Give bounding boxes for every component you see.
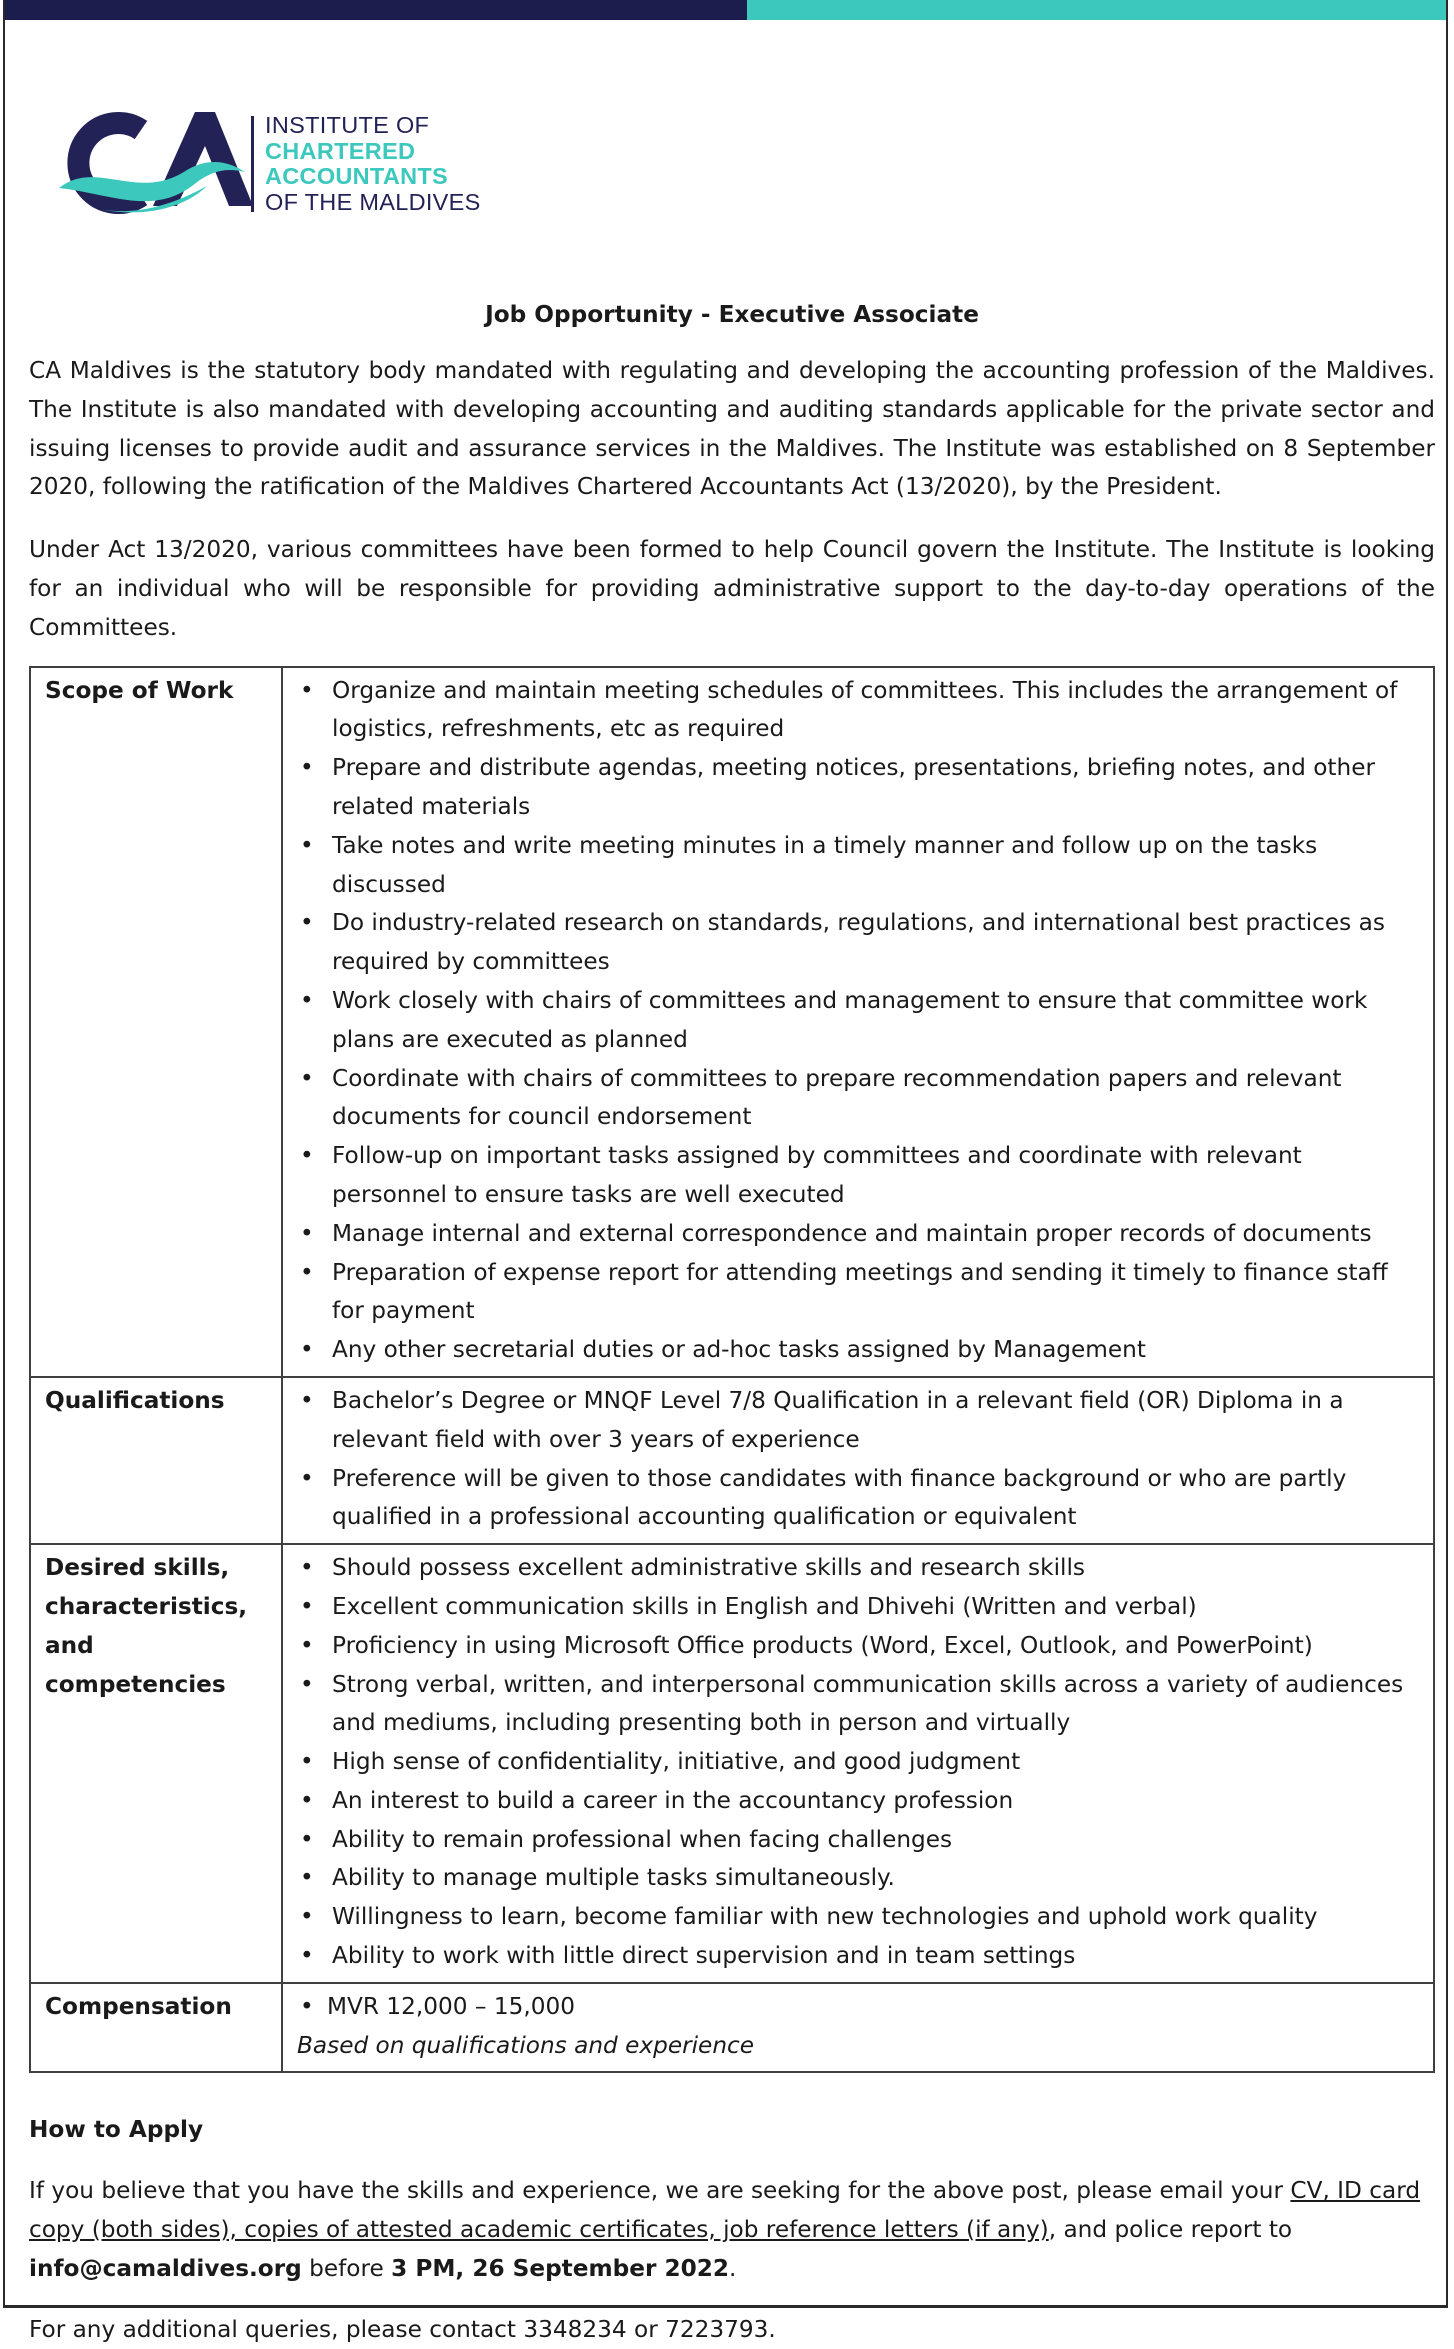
row-content xyxy=(282,1544,1434,1983)
list-item: • Follow-up on important tasks assigned by committees and coordinate with relevant personnel to ensure tasks are well executed xyxy=(332,1137,1413,1215)
apply-text-4: . xyxy=(729,2254,737,2282)
document-body xyxy=(29,296,1435,2349)
list-item: • Excellent communication skills in English and Dhivehi (Written and verbal) xyxy=(332,1588,1413,1627)
table-row-scope xyxy=(30,667,1434,1377)
list-item: • Prepare and distribute agendas, meeting notices, presentations, briefing notes, and other related materials xyxy=(332,749,1413,827)
salary-range: • MVR 12,000 – 15,000 xyxy=(327,1988,1413,2027)
list-item: • Any other secretarial duties or ad-hoc tasks assigned by Management xyxy=(332,1331,1413,1370)
compensation-note: Based on qualifications and experience xyxy=(297,2031,755,2059)
list-item: • Should possess excellent administrative skills and research skills xyxy=(332,1549,1413,1588)
apply-text-1: If you believe that you have the skills and experience, we are seeking for the above post, please email your xyxy=(29,2177,1291,2205)
logo-line-1: INSTITUTE OF xyxy=(265,112,430,138)
header-bar-teal xyxy=(747,0,1446,20)
row-content xyxy=(282,1377,1434,1544)
logo-line-3: ACCOUNTANTS xyxy=(265,163,449,189)
page-title: Job Opportunity - Executive Associate xyxy=(485,301,979,328)
compensation-list xyxy=(297,1988,1413,2027)
list-item: • Strong verbal, written, and interpersonal communication skills across a variety of audiences and mediums, including presenting both in person and virtually xyxy=(332,1666,1413,1744)
how-to-apply-heading: How to Apply xyxy=(29,2116,204,2144)
row-heading: Desired skills, characteristics, and competencies xyxy=(30,1544,282,1983)
contact-line: For any additional queries, please contact 3348234 or 7223793. xyxy=(29,2315,776,2343)
application-email[interactable]: info@camaldives.org xyxy=(29,2254,302,2282)
list-item: • Manage internal and external correspondence and maintain proper records of documents xyxy=(332,1215,1413,1254)
job-details-table xyxy=(29,666,1435,2074)
row-heading: Compensation xyxy=(30,1983,282,2073)
list-item: • Take notes and write meeting minutes in a timely manner and follow up on the tasks discussed xyxy=(332,827,1413,905)
logo-divider xyxy=(251,116,254,212)
logo-wordmark xyxy=(265,113,481,215)
committees-paragraph: Under Act 13/2020, various committees have been formed to help Council govern the Institute. The Institute is looking for an individual who will be responsible for providing administrative support to the day-to-day operations of the Committees. xyxy=(29,536,1435,641)
apply-text-2: , and police report to xyxy=(1048,2216,1293,2244)
row-heading: Qualifications xyxy=(30,1377,282,1544)
list-item: • Coordinate with chairs of committees to prepare recommendation papers and relevant documents for council endorsement xyxy=(332,1060,1413,1138)
list-item: • Preference will be given to those candidates with finance background or who are partly qualified in a professional accounting qualification or equivalent xyxy=(332,1460,1413,1538)
list-item: • Do industry-related research on standards, regulations, and international best practices as required by committees xyxy=(332,904,1413,982)
list-item: • Bachelor’s Degree or MNQF Level 7/8 Qualification in a relevant field (OR) Diploma in a relevant field with over 3 years of experience xyxy=(332,1382,1413,1460)
institute-logo xyxy=(57,108,497,218)
apply-text-3: before xyxy=(301,2254,392,2282)
header-color-bar xyxy=(5,0,1446,20)
list-item: • Preparation of expense report for attending meetings and sending it timely to finance staff for payment xyxy=(332,1254,1413,1332)
application-instructions xyxy=(29,2172,1435,2288)
row-heading: Scope of Work xyxy=(30,667,282,1377)
table-row-qualifications xyxy=(30,1377,1434,1544)
application-deadline: 3 PM, 26 September 2022 xyxy=(391,2254,730,2282)
list-item: • High sense of confidentiality, initiative, and good judgment xyxy=(332,1743,1413,1782)
logo-line-2: CHARTERED xyxy=(265,137,416,164)
logo-line-4: OF THE MALDIVES xyxy=(265,188,481,215)
row-content xyxy=(282,667,1434,1377)
list-item: • An interest to build a career in the accountancy profession xyxy=(332,1782,1413,1821)
list-item: • Ability to work with little direct supervision and in team settings xyxy=(332,1937,1413,1976)
ca-monogram-icon xyxy=(57,108,257,218)
list-item: • Ability to remain professional when facing challenges xyxy=(332,1821,1413,1860)
row-content xyxy=(282,1983,1434,2073)
list-item: • Proficiency in using Microsoft Office products (Word, Excel, Outlook, and PowerPoint) xyxy=(332,1627,1413,1666)
table-row-compensation xyxy=(30,1983,1434,2073)
required-documents: CV, ID card copy (both sides), copies of attested academic certificates, job reference letters (if any) xyxy=(29,2177,1421,2244)
list-item: • Ability to manage multiple tasks simultaneously. xyxy=(332,1859,1413,1898)
scope-list xyxy=(297,672,1413,1370)
intro-paragraph: CA Maldives is the statutory body mandated with regulating and developing the accounting profession of the Maldives. The Institute is also mandated with developing accounting and auditing standards applicable for the private sector and issuing licenses to provide audit and assurance services in the Maldives. The Institute was established on 8 September 2020, following the ratification of the Maldives Chartered Accountants Act (13/2020), by the President. xyxy=(29,357,1435,501)
header-bar-navy xyxy=(5,0,747,20)
skills-list xyxy=(297,1549,1413,1976)
list-item: • Work closely with chairs of committees and management to ensure that committee work plans are executed as planned xyxy=(332,982,1413,1060)
list-item: • Willingness to learn, become familiar with new technologies and uphold work quality xyxy=(332,1898,1413,1937)
qualifications-list xyxy=(297,1382,1413,1537)
table-row-skills xyxy=(30,1544,1434,1983)
document-page xyxy=(3,0,1448,2343)
list-item: • Organize and maintain meeting schedules of committees. This includes the arrangement of logistics, refreshments, etc as required xyxy=(332,672,1413,750)
